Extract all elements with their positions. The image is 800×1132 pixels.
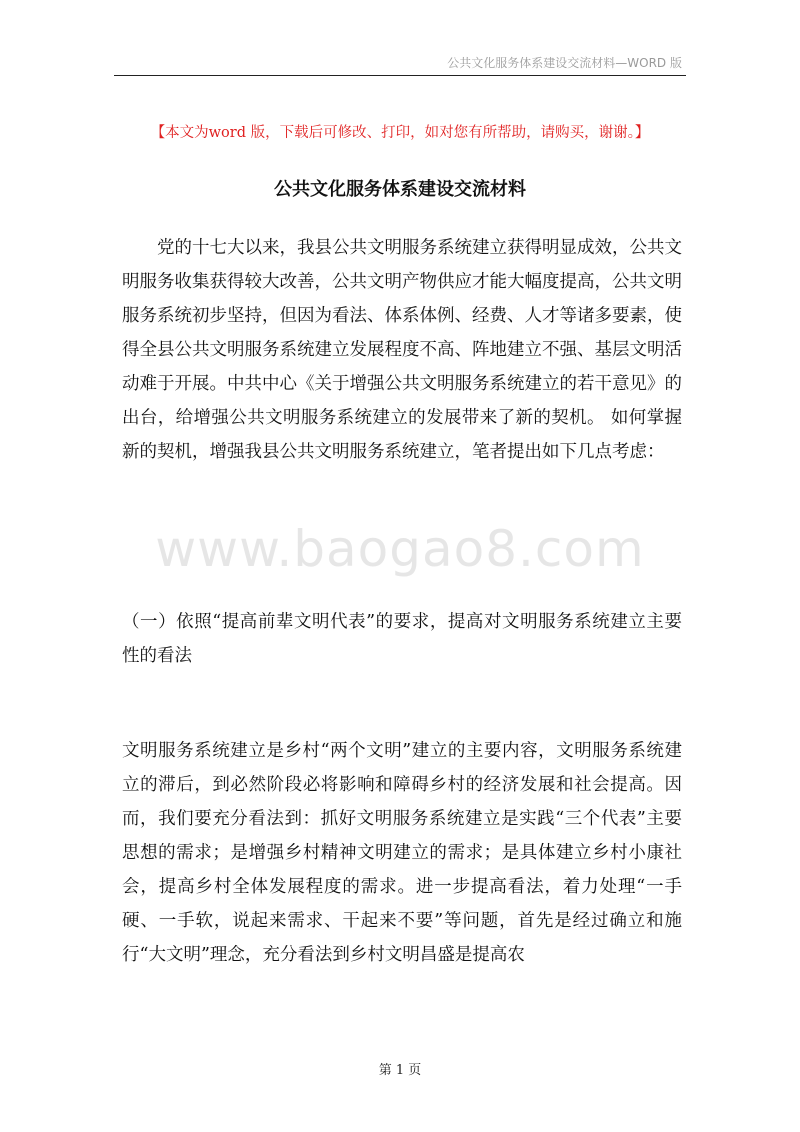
document-title: 公共文化服务体系建设交流材料	[274, 179, 526, 200]
download-notice: 【本文为word 版，下载后可修改、打印，如对您有所帮助，请购买，谢谢。】	[150, 125, 650, 141]
watermark: www.baogao8.com	[155, 520, 645, 578]
body-paragraph-intro: 党的十七大以来，我县公共文明服务系统建立获得明显成效，公共文明服务收集获得较大改善，公共文明产物供应才能大幅度提高，公共文明服务系统初步坚持，但因为看法、体系体例、经费、人才等诸多要素，使得全县公共文明服务系统建立发展程度不高、阵地建立不强、基层文明活动难于开展。中共中心《关于增强公共文明服务系统建立的若干意见》的出台，给增强公共文明服务系统建立的发展带来了新的契机。 如何掌握新的契机，增强我县公共文明服务系统建立，笔者提出如下几点考虑：	[122, 238, 682, 462]
body-paragraph-section-1: 文明服务系统建立是乡村“两个文明”建立的主要内容，文明服务系统建立的滞后，到必然阶段必将影响和障碍乡村的经济发展和社会提高。因而，我们要充分看法到：抓好文明服务系统建立是实践“三个代表”主要思想的需求；是增强乡村精神文明建立的需求；是具体建立乡村小康社会，提高乡村全体发展程度的需求。进一步提高看法，着力处理“一手硬、一手软，说起来需求、干起来不要”等问题，首先是经过确立和施行“大文明”理念，充分看法到乡村文明昌盛是提高农	[122, 741, 682, 965]
running-header: 公共文化服务体系建设交流材料—WORD 版	[447, 56, 682, 70]
section-heading-1: （一）依照“提高前辈文明代表”的要求，提高对文明服务系统建立主要性的看法	[122, 612, 682, 666]
page-number: 第 1 页	[378, 1063, 422, 1078]
header-divider	[114, 75, 686, 76]
